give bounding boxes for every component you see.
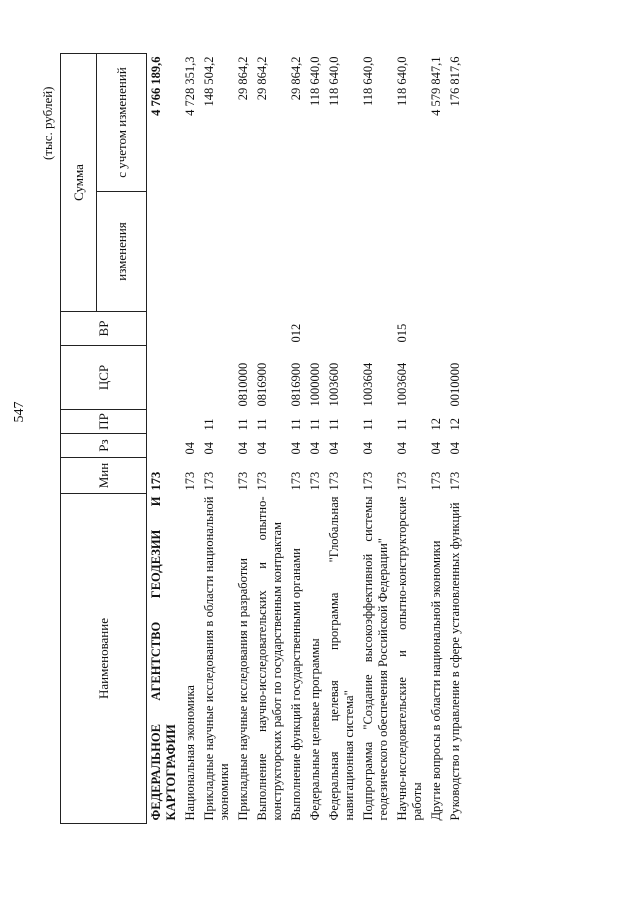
row-changes	[200, 192, 234, 312]
table-row	[181, 54, 200, 824]
row-csr: 0816900	[289, 362, 303, 407]
row-rz: 04	[308, 442, 322, 455]
row-changes	[181, 192, 200, 312]
row-with-changes: 118 640,0	[395, 56, 409, 107]
row-changes	[325, 192, 359, 312]
row-name: Научно-исследовательские и опытно-конструкторские работы	[395, 496, 424, 821]
table-row	[427, 54, 446, 824]
row-rz: 04	[183, 442, 197, 455]
row-vr	[325, 312, 359, 346]
row-min: 173	[183, 471, 197, 491]
row-csr	[147, 346, 182, 410]
row-min: 173	[361, 471, 375, 491]
table-row	[200, 54, 234, 824]
header-pr: ПР	[61, 410, 147, 434]
row-name: Национальная экономика	[183, 685, 197, 821]
row-csr: 0816900	[255, 362, 269, 407]
row-name: Руководство и управление в сфере установленных функций	[448, 502, 462, 821]
table-row	[393, 54, 427, 824]
row-pr: 11	[255, 418, 269, 431]
row-vr	[427, 312, 446, 346]
row-min: 173	[429, 471, 443, 491]
header-rz: Рз	[61, 434, 147, 458]
row-vr	[306, 312, 325, 346]
row-name: Подпрограмма "Создание высокоэффективной системы геодезического обеспечения Российской Федерации"	[361, 496, 390, 821]
row-rz: 04	[327, 442, 341, 455]
row-pr	[147, 410, 182, 434]
row-with-changes: 29 864,2	[255, 56, 269, 101]
row-csr	[181, 346, 200, 410]
row-with-changes: 29 864,2	[289, 56, 303, 101]
row-vr	[359, 312, 393, 346]
row-min: 173	[448, 471, 462, 491]
header-min: Мин	[61, 458, 147, 494]
header-vr: ВР	[61, 312, 147, 346]
row-pr: 12	[448, 418, 462, 431]
row-csr: 1003600	[327, 362, 341, 407]
row-pr: 11	[395, 418, 409, 431]
row-rz: 04	[202, 442, 216, 455]
row-pr: 11	[361, 418, 375, 431]
row-name: Выполнение функций государственными органами	[289, 548, 303, 821]
row-csr: 0810000	[236, 362, 250, 407]
header-with-changes: с учетом изменений	[97, 54, 147, 192]
row-pr	[181, 410, 200, 434]
row-changes	[253, 192, 287, 312]
row-pr: 11	[236, 418, 250, 431]
row-name: Выполнение научно-исследовательских и опытно-конструкторских работ по государственным контрактам	[255, 496, 284, 821]
row-rz: 04	[236, 442, 250, 455]
row-vr	[234, 312, 253, 346]
table-row	[325, 54, 359, 824]
row-pr: 11	[202, 418, 216, 431]
row-min: 173	[327, 471, 341, 491]
row-changes	[306, 192, 325, 312]
row-vr: 012	[289, 323, 303, 343]
row-vr	[147, 312, 182, 346]
row-min: 173	[149, 471, 163, 491]
row-name: Федеральная целевая программа "Глобальная навигационная система"	[327, 496, 356, 821]
row-csr: 1003604	[395, 362, 409, 407]
budget-table	[60, 53, 465, 824]
row-vr	[181, 312, 200, 346]
row-vr: 015	[395, 323, 409, 343]
row-min: 173	[202, 471, 216, 491]
row-csr: 1003604	[361, 362, 375, 407]
row-min: 173	[236, 471, 250, 491]
row-with-changes: 4 766 189,6	[149, 56, 163, 116]
header-sum: Сумма	[61, 54, 97, 312]
row-pr: 11	[308, 418, 322, 431]
table-row	[253, 54, 287, 824]
header-changes: изменения	[97, 192, 147, 312]
row-name: Прикладные научные исследования в области национальной экономики	[202, 496, 231, 821]
row-csr	[427, 346, 446, 410]
row-vr	[200, 312, 234, 346]
row-min: 173	[289, 471, 303, 491]
table-body	[147, 54, 466, 824]
row-with-changes: 118 640,0	[308, 56, 322, 107]
row-changes	[147, 192, 182, 312]
row-vr	[446, 312, 465, 346]
row-rz	[147, 434, 182, 458]
row-name: ФЕДЕРАЛЬНОЕ АГЕНТСТВО ГЕОДЕЗИИ И КАРТОГРАФИИ	[149, 496, 178, 821]
row-with-changes: 148 504,2	[202, 56, 216, 107]
row-rz: 04	[429, 442, 443, 455]
row-name: Федеральные целевые программы	[308, 638, 322, 821]
row-pr: 11	[289, 418, 303, 431]
row-rz: 04	[361, 442, 375, 455]
row-changes	[287, 192, 306, 312]
row-name: Прикладные научные исследования и разработки	[236, 558, 250, 821]
row-pr: 12	[429, 418, 443, 431]
row-pr: 11	[327, 418, 341, 431]
row-changes	[393, 192, 427, 312]
row-min: 173	[255, 471, 269, 491]
row-changes	[427, 192, 446, 312]
row-min: 173	[395, 471, 409, 491]
row-changes	[446, 192, 465, 312]
table-row	[234, 54, 253, 824]
row-csr: 1000000	[308, 362, 322, 407]
row-min: 173	[308, 471, 322, 491]
row-with-changes: 4 579 847,1	[429, 56, 443, 116]
table-row	[359, 54, 393, 824]
row-with-changes: 29 864,2	[236, 56, 250, 101]
row-changes	[359, 192, 393, 312]
row-rz: 04	[255, 442, 269, 455]
row-vr	[253, 312, 287, 346]
row-name: Другие вопросы в области национальной экономики	[429, 540, 443, 821]
row-with-changes: 118 640,0	[327, 56, 341, 107]
table-header	[61, 54, 147, 824]
row-with-changes: 176 817,6	[448, 56, 462, 107]
row-rz: 04	[395, 442, 409, 455]
table-row	[446, 54, 465, 824]
table-row	[306, 54, 325, 824]
row-rz: 04	[448, 442, 462, 455]
header-csr: ЦСР	[61, 346, 147, 410]
table-row	[147, 54, 182, 824]
row-with-changes: 4 728 351,3	[183, 56, 197, 116]
units-note: (тыс. рублей)	[40, 86, 55, 160]
row-with-changes: 118 640,0	[361, 56, 375, 107]
header-name: Наименование	[61, 494, 147, 824]
row-csr	[200, 346, 234, 410]
page-number: 547	[12, 401, 27, 423]
table-row	[287, 54, 306, 824]
row-csr: 0010000	[448, 362, 462, 407]
row-rz: 04	[289, 442, 303, 455]
row-changes	[234, 192, 253, 312]
